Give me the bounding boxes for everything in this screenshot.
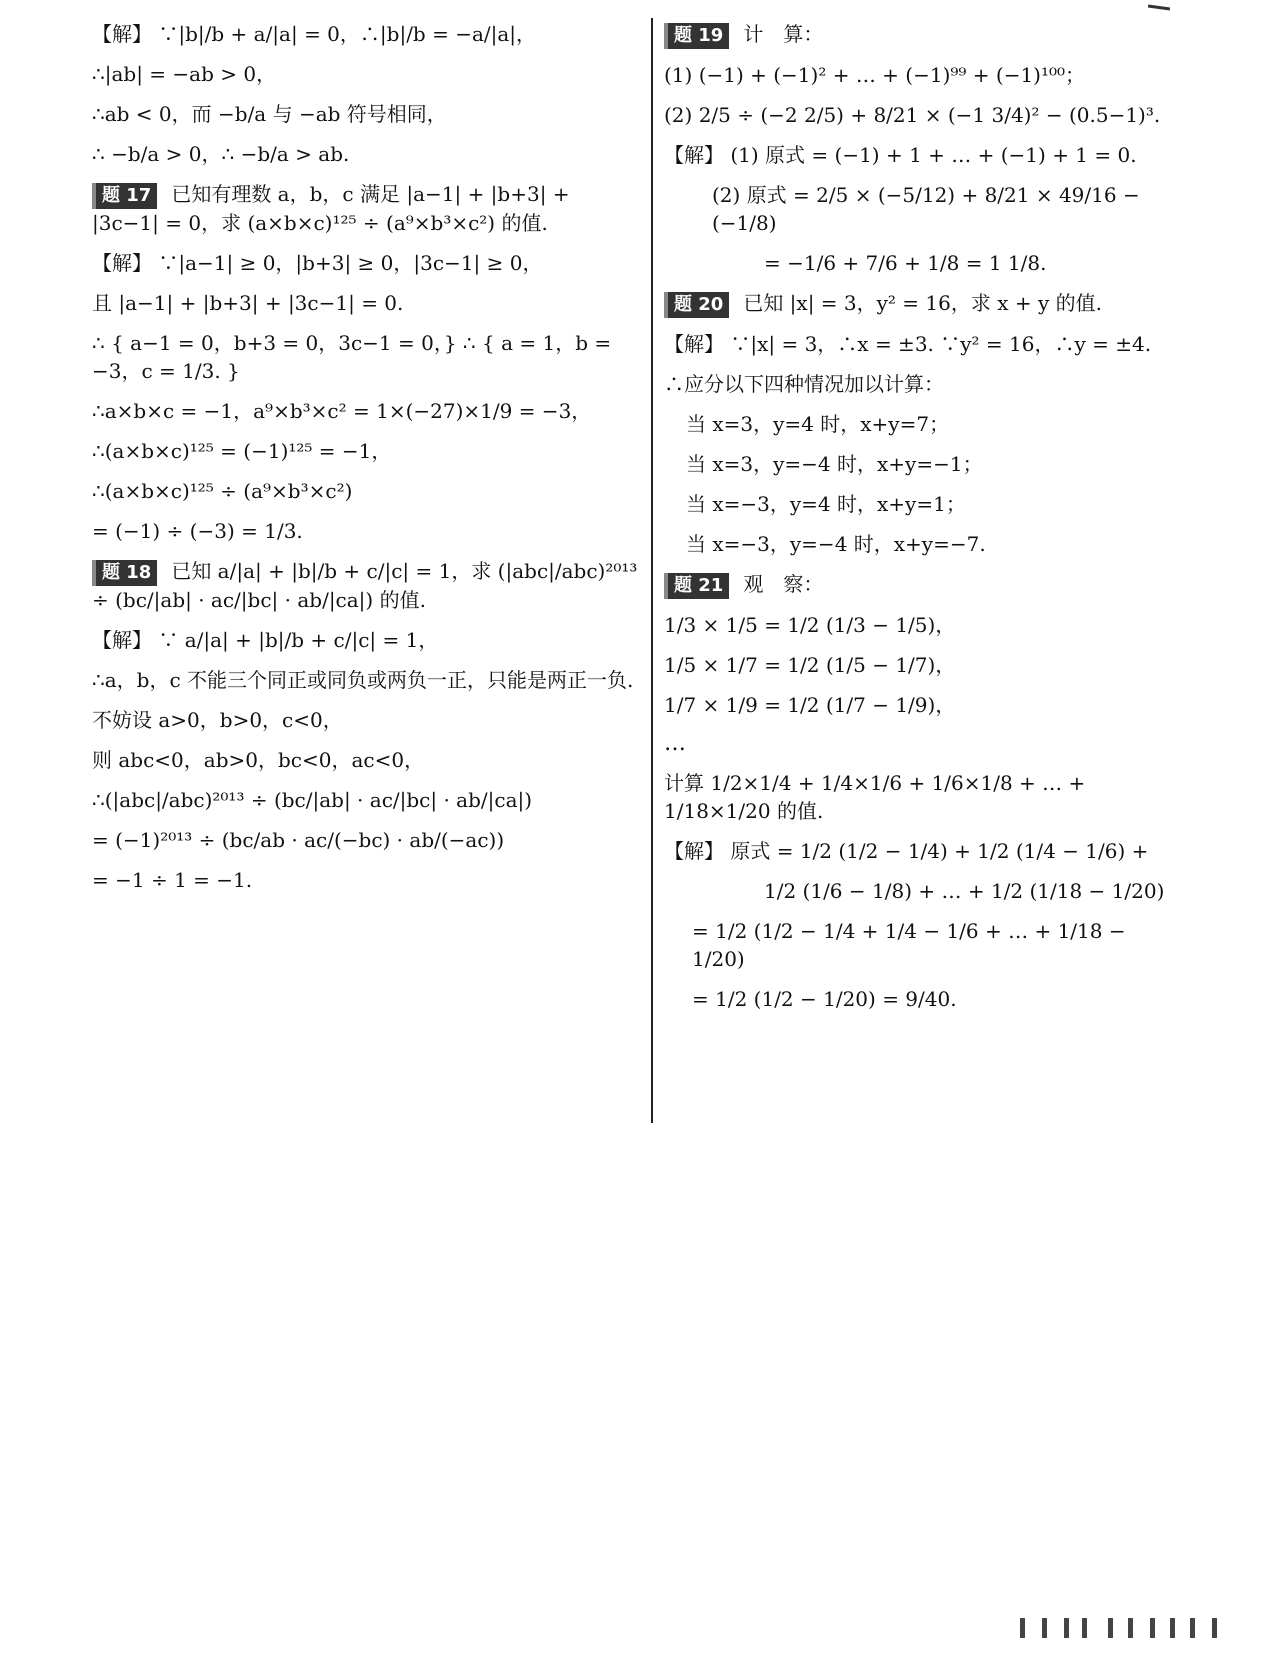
question-21-line-1: 1/3 × 1/5 = 1/2 (1/3 − 1/5)，	[664, 613, 956, 637]
question-17-tag: 题 17	[92, 183, 157, 209]
question-19	[664, 20, 1184, 49]
solution-17-line-3: ∴ { a−1 = 0，b+3 = 0，3c−1 = 0，} ∴ { a = 1，b = −3，c = 1/3. }	[92, 331, 612, 383]
question-20-text: 已知 |x| = 3，y² = 16，求 x + y 的值.	[743, 291, 1102, 315]
question-21	[664, 570, 1184, 599]
solution-18-line-1: 【解】 ∵ a/|a| + |b|/b + c/|c| = 1，	[92, 628, 439, 652]
right-column	[664, 20, 1184, 1025]
solution-16-line-4: ∴ −b/a > 0，∴ −b/a > ab.	[92, 142, 350, 166]
corner-mark	[1148, 4, 1170, 10]
solution-20-line-1: 【解】 ∵|x| = 3，∴x = ±3. ∵y² = 16，∴y = ±4.	[664, 332, 1152, 356]
question-19-line-2: (2) 2/5 ÷ (−2 2/5) + 8/21 × (−1 3/4)² − (0.5−1)³.	[664, 103, 1161, 127]
question-21-line-5: 计算 1/2×1/4 + 1/4×1/6 + 1/6×1/8 + … + 1/18×1/20 的值.	[664, 771, 1086, 823]
solution-16-line-3: ∴ab < 0，而 −b/a 与 −ab 符号相同，	[92, 102, 447, 126]
barcode-mark	[1020, 1618, 1250, 1638]
solution-18-line-5: ∴(|abc|/abc)²⁰¹³ ÷ (bc/|ab| · ac/|bc| · ab/|ca|)	[92, 788, 533, 812]
solution-19-line-1: 【解】 (1) 原式 = (−1) + 1 + … + (−1) + 1 = 0.	[664, 143, 1137, 167]
solution-21-line-3: = 1/2 (1/2 − 1/4 + 1/4 − 1/6 + … + 1/18 − 1/20)	[692, 919, 1126, 971]
solution-16-line-2: ∴|ab| = −ab > 0，	[92, 62, 277, 86]
question-18-text: 已知 a/|a| + |b|/b + c/|c| = 1，求 (|abc|/abc)²⁰¹³ ÷ (bc/|ab| · ac/|bc| · ab/|ca|) 的值.	[92, 559, 638, 612]
question-17-text: 已知有理数 a，b，c 满足 |a−1| + |b+3| + |3c−1| = 0，求 (a×b×c)¹²⁵ ÷ (a⁹×b³×c²) 的值.	[92, 182, 570, 235]
solution-18-line-4: 则 abc<0，ab>0，bc<0，ac<0，	[92, 748, 425, 772]
question-19-line-1: (1) (−1) + (−1)² + … + (−1)⁹⁹ + (−1)¹⁰⁰；	[664, 63, 1086, 87]
solution-18-line-7: = −1 ÷ 1 = −1.	[92, 868, 253, 892]
question-20-tag: 题 20	[664, 292, 729, 318]
solution-21-line-2: 1/2 (1/6 − 1/8) + … + 1/2 (1/18 − 1/20)	[764, 879, 1165, 903]
solution-18-line-3: 不妨设 a>0，b>0，c<0，	[92, 708, 343, 732]
column-divider	[651, 18, 653, 1123]
question-21-title: 观 察：	[743, 572, 824, 596]
question-18	[92, 557, 642, 614]
solution-19-line-2: (2) 原式 = 2/5 × (−5/12) + 8/21 × 49/16 − (−1/8)	[712, 183, 1140, 235]
question-18-tag: 题 18	[92, 560, 157, 586]
solution-17-line-5: ∴(a×b×c)¹²⁵ = (−1)¹²⁵ = −1，	[92, 439, 392, 463]
question-21-tag: 题 21	[664, 573, 729, 599]
solution-17-line-4: ∴a×b×c = −1，a⁹×b³×c² = 1×(−27)×1/9 = −3，	[92, 399, 592, 423]
question-21-line-2: 1/5 × 1/7 = 1/2 (1/5 − 1/7)，	[664, 653, 956, 677]
question-19-title: 计 算：	[743, 22, 824, 46]
solution-20-case-1: 当 x=3，y=4 时，x+y=7；	[686, 412, 950, 436]
solution-21-line-1: 【解】 原式 = 1/2 (1/2 − 1/4) + 1/2 (1/4 − 1/6) +	[664, 839, 1149, 863]
solution-20-line-2: ∴应分以下四种情况加以计算：	[664, 372, 944, 396]
solution-18-line-6: = (−1)²⁰¹³ ÷ (bc/ab · ac/(−bc) · ab/(−ac))	[92, 828, 505, 852]
solution-19-line-3: = −1/6 + 7/6 + 1/8 = 1 1/8.	[764, 251, 1047, 275]
solution-17-line-7: = (−1) ÷ (−3) = 1/3.	[92, 519, 303, 543]
left-column	[92, 20, 642, 906]
question-20	[664, 289, 1184, 318]
solution-17-line-1: 【解】 ∵|a−1| ≥ 0，|b+3| ≥ 0，|3c−1| ≥ 0，	[92, 251, 543, 275]
solution-20-case-4: 当 x=−3，y=−4 时，x+y=−7.	[686, 532, 986, 556]
solution-20-case-2: 当 x=3，y=−4 时，x+y=−1；	[686, 452, 983, 476]
solution-16-line-1: 【解】 ∵|b|/b + a/|a| = 0，∴|b|/b = −a/|a|，	[92, 22, 537, 46]
solution-20-case-3: 当 x=−3，y=4 时，x+y=1；	[686, 492, 966, 516]
solution-17-line-6: ∴(a×b×c)¹²⁵ ÷ (a⁹×b³×c²)	[92, 479, 353, 503]
solution-21-line-4: = 1/2 (1/2 − 1/20) = 9/40.	[692, 987, 957, 1011]
question-21-ellipsis: …	[664, 731, 686, 756]
question-19-tag: 题 19	[664, 23, 729, 49]
solution-17-line-2: 且 |a−1| + |b+3| + |3c−1| = 0.	[92, 291, 404, 315]
question-21-line-3: 1/7 × 1/9 = 1/2 (1/7 − 1/9)，	[664, 693, 956, 717]
question-17	[92, 180, 642, 237]
solution-18-line-2: ∴a，b，c 不能三个同正或同负或两负一正，只能是两正一负.	[92, 668, 634, 692]
